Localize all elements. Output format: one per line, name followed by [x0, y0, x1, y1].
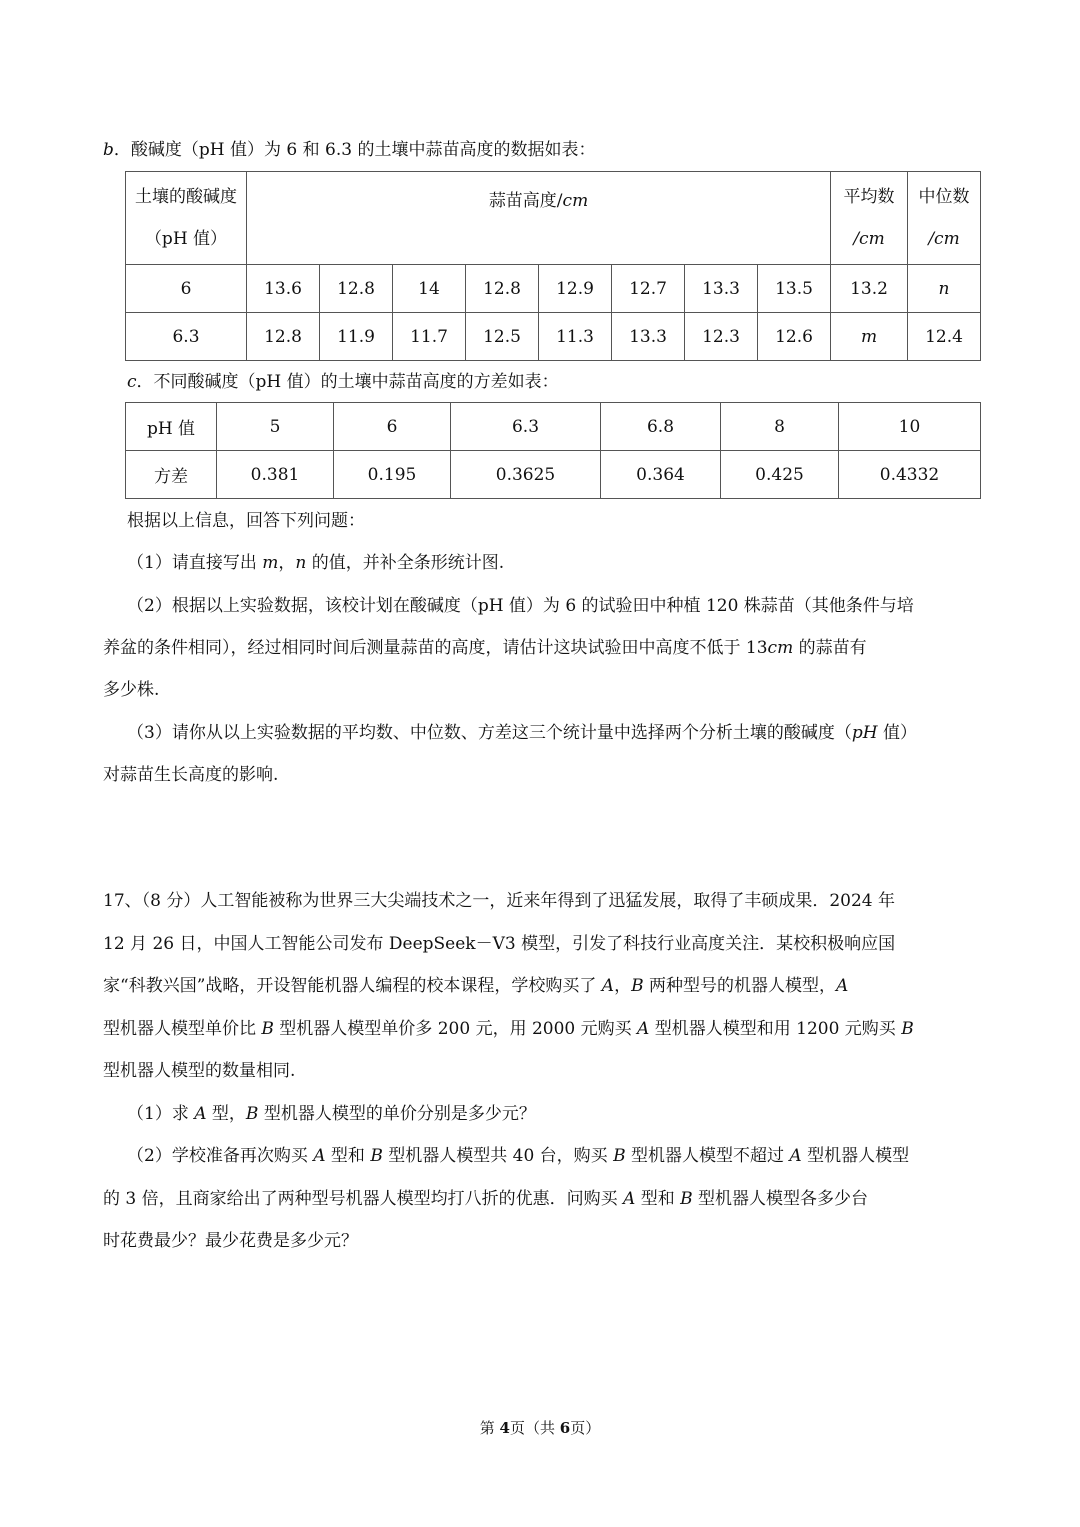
- ph-cell: 6.3: [126, 313, 247, 361]
- ph-cell: 6: [126, 265, 247, 313]
- variance-cell: 0.195: [334, 451, 451, 499]
- height-cell: 12.8: [247, 313, 320, 361]
- height-cell: 12.3: [685, 313, 758, 361]
- q17-line5: 型机器人模型的数量相同.: [103, 1061, 296, 1081]
- part-c-text: ．不同酸碱度（pH 值）的土壤中蒜苗高度的方差如表：: [136, 372, 559, 392]
- median-cell: n: [908, 265, 981, 313]
- height-cell: 12.6: [758, 313, 831, 361]
- median-cell: 12.4: [908, 313, 981, 361]
- part-b-heading: [103, 138, 595, 162]
- height-cell: 11.9: [320, 313, 393, 361]
- height-cell: 14: [393, 265, 466, 313]
- q17-sub1: （1）求 A 型，B 型机器人模型的单价分别是多少元？: [127, 1104, 536, 1124]
- variance-table: [125, 402, 981, 499]
- height-cell: 11.3: [539, 313, 612, 361]
- height-cell: 12.8: [466, 265, 539, 313]
- q16-sub2-line1: （2）根据以上实验数据，该校计划在酸碱度（pH 值）为 6 的试验田中种植 120 株蒜苗（其他条件与培: [127, 596, 914, 616]
- ph-label-cell: pH 值: [126, 403, 217, 451]
- q16-sub2-line3: 多少株.: [103, 680, 160, 700]
- q16-sub3-line1: （3）请你从以上实验数据的平均数、中位数、方差这三个统计量中选择两个分析土壤的酸碱度（pH 值）: [127, 723, 917, 743]
- part-b-label: b: [103, 140, 114, 160]
- mean-header-cell: 平均数 /cm: [831, 172, 908, 265]
- ph-value-cell: 6.3: [451, 403, 601, 451]
- q17-line3: 家“科教兴国”战略，开设智能机器人编程的校本课程，学校购买了 A，B 两种型号的机器人模型，A: [103, 976, 849, 996]
- q17-sub2-line1: （2）学校准备再次购买 A 型和 B 型机器人模型共 40 台，购买 B 型机器人模型不超过 A 型机器人模型: [127, 1146, 910, 1166]
- page-footer: 第 4页（共 6页）: [479, 1419, 601, 1437]
- ph-value-cell: 5: [217, 403, 334, 451]
- mean-cell: 13.2: [831, 265, 908, 313]
- ph-value-cell: 6: [334, 403, 451, 451]
- table-row: [126, 265, 981, 313]
- part-c-heading: [127, 370, 559, 394]
- heights-header-cell: 蒜苗高度/cm: [247, 172, 831, 265]
- q16-sub2-line2: 养盆的条件相同），经过相同时间后测量蒜苗的高度，请估计这块试验田中高度不低于 13cm 的蒜苗有: [103, 638, 867, 658]
- q17-line2: 12 月 26 日，中国人工智能公司发布 DeepSeek－V3 模型，引发了科技行业高度关注．某校积极响应国: [103, 934, 896, 954]
- ph-value-cell: 8: [721, 403, 839, 451]
- q16-intro: 根据以上信息，回答下列问题：: [127, 511, 365, 531]
- median-header-cell: 中位数 /cm: [908, 172, 981, 265]
- part-b-text: ．酸碱度（pH 值）为 6 和 6.3 的土壤中蒜苗高度的数据如表：: [113, 140, 596, 160]
- ph-value-cell: 6.8: [601, 403, 721, 451]
- height-cell: 13.3: [612, 313, 685, 361]
- table-row: [126, 403, 981, 451]
- height-cell: 13.6: [247, 265, 320, 313]
- variance-cell: 0.4332: [839, 451, 981, 499]
- mean-cell: m: [831, 313, 908, 361]
- height-cell: 12.5: [466, 313, 539, 361]
- page-total: 6: [559, 1419, 571, 1437]
- height-cell: 12.8: [320, 265, 393, 313]
- height-table-header: [126, 172, 981, 265]
- variance-cell: 0.364: [601, 451, 721, 499]
- q17-sub2-line2: 的 3 倍，且商家给出了两种型号机器人模型均打八折的优惠．问购买 A 型和 B 型机器人模型各多少台: [103, 1189, 869, 1209]
- table-row: [126, 451, 981, 499]
- height-cell: 11.7: [393, 313, 466, 361]
- page-number: 4: [499, 1419, 510, 1437]
- variance-cell: 0.425: [721, 451, 839, 499]
- variance-cell: 0.381: [217, 451, 334, 499]
- variance-label-cell: 方差: [126, 451, 217, 499]
- height-cell: 13.5: [758, 265, 831, 313]
- height-cell: 12.9: [539, 265, 612, 313]
- part-c-label: c: [127, 372, 137, 392]
- q16-sub1: （1）请直接写出 m，n 的值，并补全条形统计图.: [127, 553, 505, 573]
- height-cell: 13.3: [685, 265, 758, 313]
- q17-line1: 17、（8 分）人工智能被称为世界三大尖端技术之一，近来年得到了迅猛发展，取得了丰硕成果．2024 年: [103, 891, 896, 911]
- ph-header-cell: 土壤的酸碱度 （pH 值）: [126, 172, 247, 265]
- height-table: [125, 171, 981, 361]
- table-row: [126, 313, 981, 361]
- q17-line4: 型机器人模型单价比 B 型机器人模型单价多 200 元，用 2000 元购买 A 型机器人模型和用 1200 元购买 B: [103, 1019, 914, 1039]
- height-cell: 12.7: [612, 265, 685, 313]
- variance-cell: 0.3625: [451, 451, 601, 499]
- q17-sub2-line3: 时花费最少？最少花费是多少元？: [103, 1231, 358, 1251]
- ph-value-cell: 10: [839, 403, 981, 451]
- q16-sub3-line2: 对蒜苗生长高度的影响.: [103, 765, 279, 785]
